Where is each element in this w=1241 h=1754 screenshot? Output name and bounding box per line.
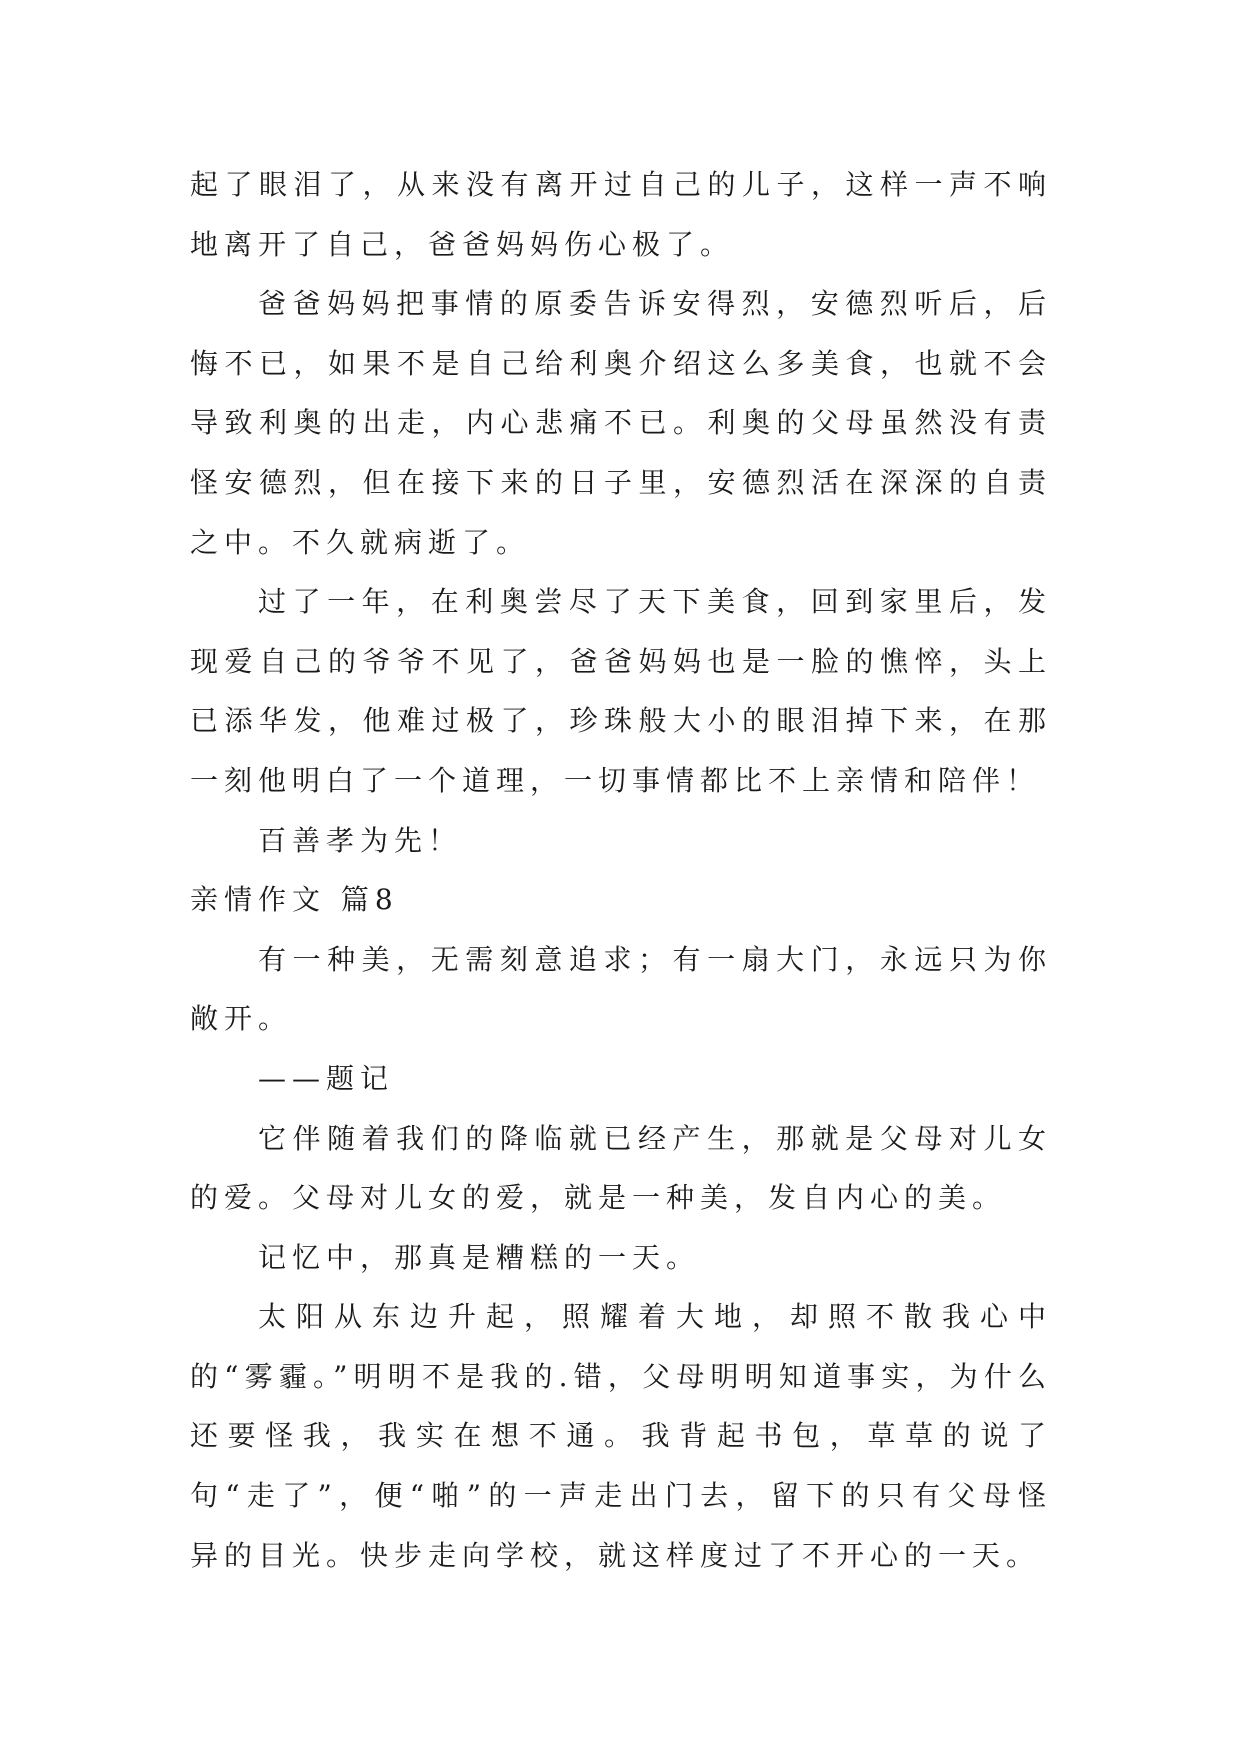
paragraph-1: 起了眼泪了，从来没有离开过自己的儿子，这样一声不响地离开了自己，爸爸妈妈伤心极了。 xyxy=(190,168,1052,261)
document-body xyxy=(190,155,1052,1585)
paragraph-9: 太阳从东边升起，照耀着大地，却照不散我心中的“雾霾。”明明不是我的.错，父母明明知道事实，为什么还要怪我，我实在想不通。我背起书包，草草的说了句“走了”，便“啪”的一声走出门去，留下的只有父母怪异的目光。快步走向学校，就这样度过了不开心的一天。 xyxy=(190,1300,1052,1572)
section-heading: 亲情作文 篇8 xyxy=(190,883,399,917)
paragraph-2: 爸爸妈妈把事情的原委告诉安得烈，安德烈听后，后悔不已，如果不是自己给利奥介绍这么多美食，也就不会导致利奥的出走，内心悲痛不已。利奥的父母虽然没有责怪安德烈，但在接下来的日子里，安德烈活在深深的自责之中。不久就病逝了。 xyxy=(190,287,1052,559)
paragraph-7: 它伴随着我们的降临就已经产生，那就是父母对儿女的爱。父母对儿女的爱，就是一种美，发自内心的美。 xyxy=(190,1121,1052,1215)
paragraph-5: 有一种美，无需刻意追求；有一扇大门，永远只为你敞开。 xyxy=(190,942,1052,1036)
paragraph-8: 记忆中，那真是糟糕的一天。 xyxy=(258,1240,701,1274)
paragraph-4: 百善孝为先！ xyxy=(258,823,463,857)
paragraph-3: 过了一年，在利奥尝尽了天下美食，回到家里后，发现爱自己的爷爷不见了，爸爸妈妈也是一脸的憔悴，头上已添华发，他难过极了，珍珠般大小的眼泪掉下来，在那一刻他明白了一个道理，一切事情都比不上亲情和陪伴！ xyxy=(190,585,1052,797)
paragraph-6: ——题记 xyxy=(258,1061,395,1095)
